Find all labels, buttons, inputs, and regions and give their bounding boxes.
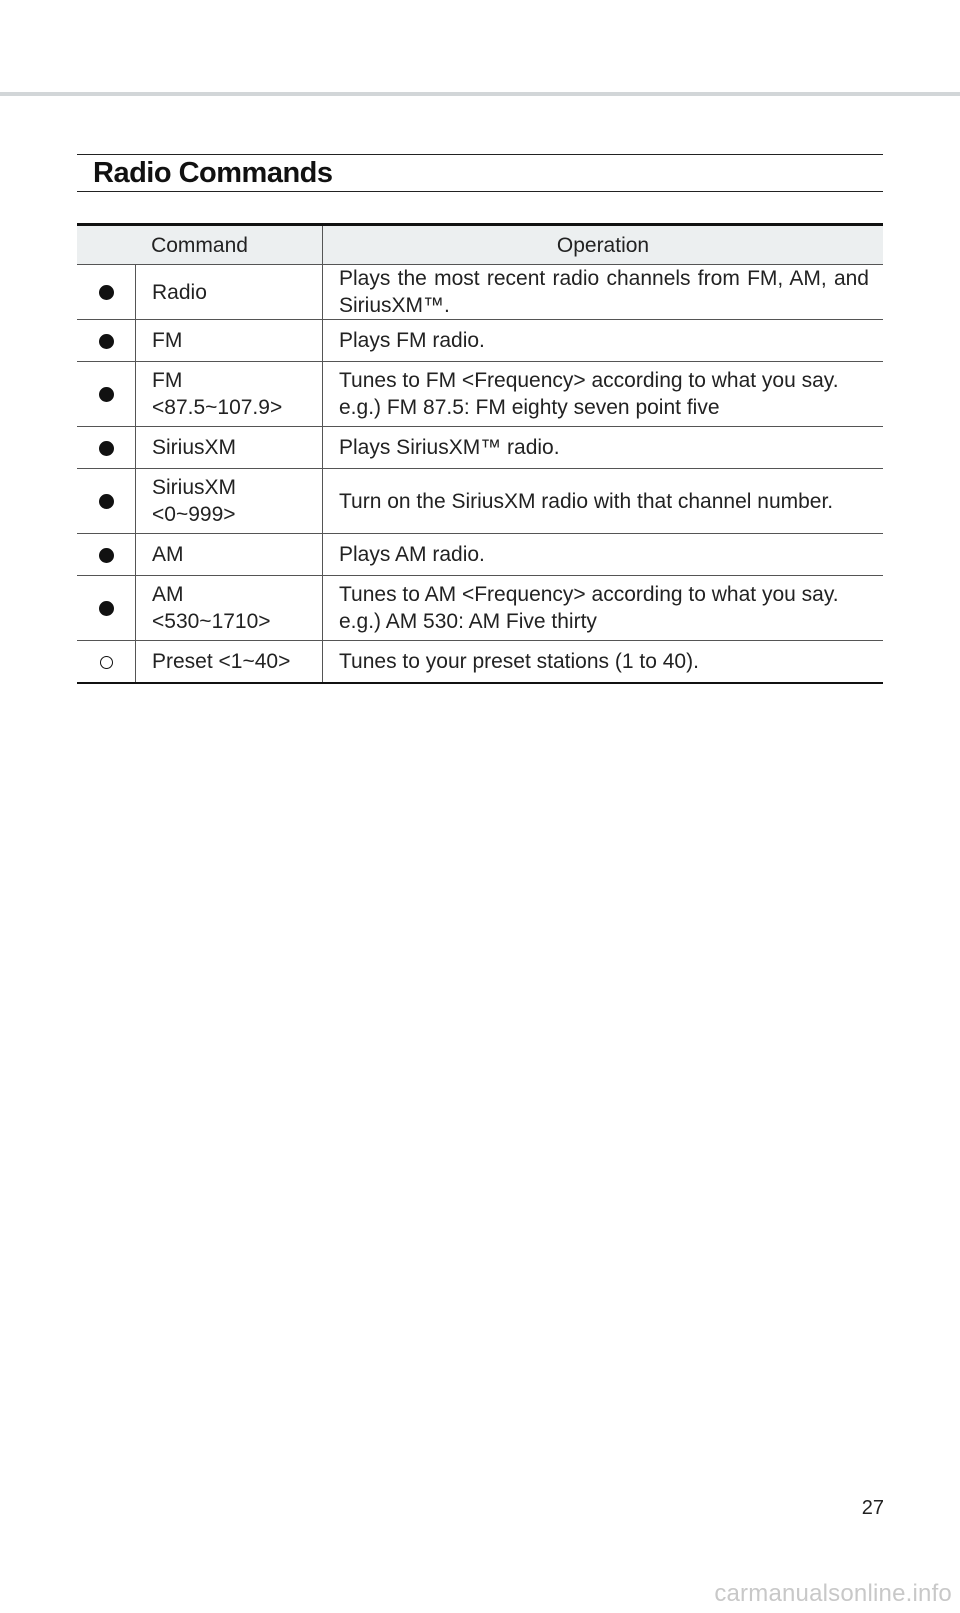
operation-text: Plays SiriusXM™ radio.: [339, 436, 560, 459]
table-row: [77, 362, 883, 427]
command-cell: [136, 265, 323, 320]
command-text: Radio: [152, 280, 207, 304]
operation-text: Plays AM radio.: [339, 543, 485, 566]
row-marker: [77, 576, 136, 641]
column-header-operation: Operation: [323, 225, 884, 265]
operation-text: Turn on the SiriusXM radio with that channel number.: [339, 489, 834, 513]
command-cell: [136, 469, 323, 534]
operation-text: Plays the most recent radio channels from FM, AM, and SiriusXM™.: [339, 267, 869, 317]
table-row: [77, 469, 883, 534]
command-cell: [136, 320, 323, 362]
table-row: [77, 576, 883, 641]
filled-circle-icon: [99, 387, 114, 402]
operation-cell: [323, 576, 884, 641]
operation-text: e.g.) AM 530: AM Five thirty: [339, 610, 597, 633]
command-text: AM: [152, 583, 184, 606]
row-marker: [77, 362, 136, 427]
table-row: [77, 641, 883, 683]
operation-cell: [323, 320, 884, 362]
command-text: SiriusXM: [152, 436, 237, 459]
command-text: <530~1710>: [152, 610, 271, 633]
table-row: [77, 320, 883, 362]
operation-text: Tunes to AM <Frequency> according to what you say.: [339, 583, 839, 606]
watermark: carmanualsonline.info: [714, 1580, 952, 1607]
filled-circle-icon: [99, 441, 114, 456]
column-header-command: Command: [77, 225, 323, 265]
hollow-circle-icon: [100, 656, 113, 669]
section-header: [77, 154, 883, 192]
command-text: FM: [152, 329, 183, 352]
table-header-row: [77, 225, 883, 265]
command-cell: [136, 362, 323, 427]
command-cell: [136, 427, 323, 469]
row-marker: [77, 265, 136, 320]
operation-cell: [323, 469, 884, 534]
operation-cell: [323, 427, 884, 469]
filled-circle-icon: [99, 494, 114, 509]
command-text: AM: [152, 543, 184, 566]
filled-circle-icon: [99, 285, 114, 300]
filled-circle-icon: [99, 601, 114, 616]
command-text: <87.5~107.9>: [152, 396, 283, 419]
command-text: FM: [152, 369, 183, 392]
command-text: Preset <1~40>: [152, 649, 291, 673]
radio-commands-table: [77, 223, 883, 684]
filled-circle-icon: [99, 334, 114, 349]
table-row: [77, 534, 883, 576]
operation-cell: [323, 265, 884, 320]
row-marker: [77, 469, 136, 534]
operation-cell: [323, 641, 884, 683]
command-cell: [136, 576, 323, 641]
operation-text: Tunes to FM <Frequency> according to what you say.: [339, 369, 839, 392]
operation-text: Tunes to your preset stations (1 to 40).: [339, 649, 699, 673]
command-text: <0~999>: [152, 503, 236, 526]
operation-text: Plays FM radio.: [339, 329, 485, 352]
command-cell: [136, 534, 323, 576]
row-marker: [77, 534, 136, 576]
table-body: [77, 265, 883, 683]
row-marker: [77, 320, 136, 362]
table-row: [77, 427, 883, 469]
section-title: Radio Commands: [93, 157, 333, 189]
page-number: 27: [861, 1497, 884, 1519]
operation-cell: [323, 362, 884, 427]
command-cell: [136, 641, 323, 683]
row-marker: [77, 641, 136, 683]
operation-cell: [323, 534, 884, 576]
top-rule: [0, 92, 960, 96]
filled-circle-icon: [99, 548, 114, 563]
command-text: SiriusXM: [152, 476, 237, 499]
operation-text: e.g.) FM 87.5: FM eighty seven point five: [339, 396, 720, 419]
table-row: [77, 265, 883, 320]
row-marker: [77, 427, 136, 469]
